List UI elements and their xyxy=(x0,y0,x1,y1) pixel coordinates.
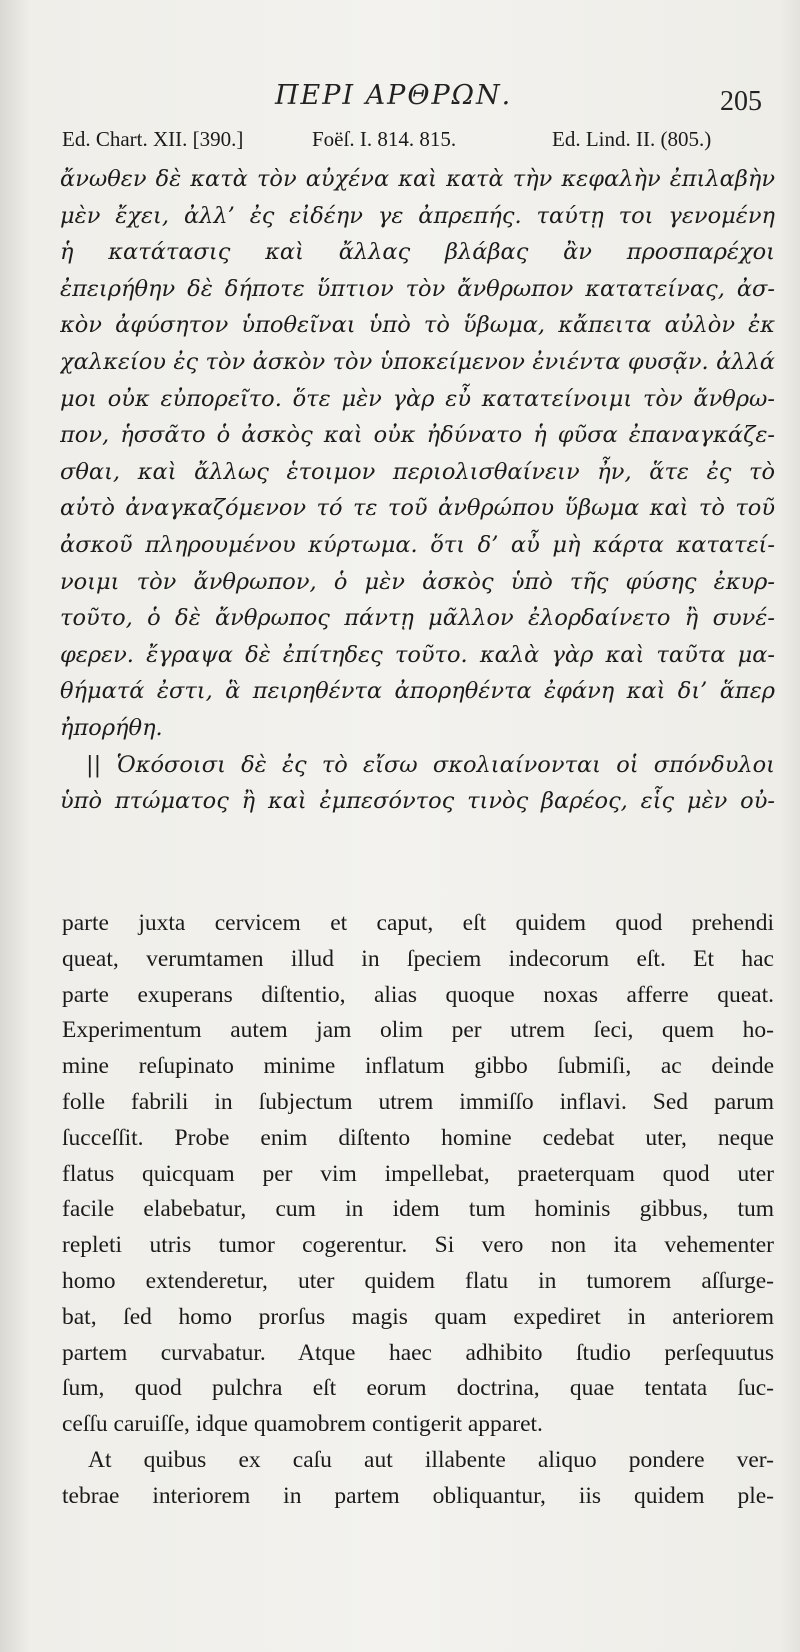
greek-line: χαλκείου ἐς τὸν ἀσκὸν τὸν ὑποκείμενον ἐνιέντα φυσᾷν. ἀλλά xyxy=(60,348,775,375)
latin-line: folle fabrili in ſubjectum utrem immiſſo inflavi. Sed parum xyxy=(62,1088,774,1115)
foes-reference: Foëſ. I. 814. 815. xyxy=(312,127,457,151)
latin-line: queat, verumtamen illud in ſpeciem indecorum eſt. Et hac xyxy=(62,945,774,972)
greek-line: θήματά ἐστι, ἃ πειρηθέντα ἀπορηθέντα ἐφάνη καὶ δι’ ἅπερ xyxy=(60,678,775,705)
latin-line: mine reſupinato minime inflatum gibbo ſubmiſi, ac deinde xyxy=(62,1053,774,1080)
greek-line-section-start: || Ὁκόσοισι δὲ ἐς τὸ εἴσω σκολιαίνονται οἱ σπόνδυλοι xyxy=(86,751,775,778)
greek-line: ἠπορήθη. xyxy=(60,714,163,741)
latin-line: parte juxta cervicem et caput, eſt quidem quod prehendi xyxy=(62,910,774,936)
greek-line: ὑπὸ πτώματος ἢ καὶ ἐμπεσόντος τινὸς βαρέος, εἷς μὲν οὐ- xyxy=(60,788,775,815)
latin-line: ceſſu caruiſſe, idque quamobrem contigerit apparet. xyxy=(62,1411,543,1438)
greek-line: αὐτὸ ἀναγκαζόμενον τό τε τοῦ ἀνθρώπου ὕβωμα καὶ τὸ τοῦ xyxy=(60,495,775,522)
latin-line: ſum, quod pulchra eſt eorum doctrina, quae tentata ſuc- xyxy=(62,1375,774,1402)
latin-line: repleti utris tumor cogerentur. Si vero non ita vehementer xyxy=(62,1232,774,1259)
edition-references xyxy=(62,127,772,161)
latin-line: partem curvabatur. Atque haec adhibito ſtudio perſequutus xyxy=(62,1339,774,1366)
greek-line: πον, ἡσσᾶτο ὁ ἀσκὸς καὶ οὐκ ἠδύνατο ἡ φῦσα ἐπαναγκάζε- xyxy=(60,422,775,449)
greek-line: νοιμι τὸν ἄνθρωπον, ὁ μὲν ἀσκὸς ὑπὸ τῆς φύσης ἐκυρ- xyxy=(60,568,775,595)
running-head: ΠΕΡΙ ΑΡΘΡΩΝ. xyxy=(275,80,513,111)
latin-line: homo extenderetur, uter quidem flatu in tumorem aſſurge- xyxy=(62,1267,774,1294)
latin-line: Experimentum autem jam olim per utrem ſeci, quem ho- xyxy=(62,1017,774,1044)
greek-line: ἐπειρήθην δὲ δήποτε ὕπτιον τὸν ἄνθρωπον κατατείνας, ἀσ- xyxy=(60,275,775,302)
greek-text-block xyxy=(60,161,775,820)
latin-text-block xyxy=(62,906,774,1515)
greek-line: μοι οὐκ εὐπορεῖτο. ὅτε μὲν γὰρ εὖ κατατείνοιμι τὸν ἄνθρω- xyxy=(60,385,775,412)
linden-reference: Ed. Lind. II. (805.) xyxy=(552,127,712,151)
latin-line-section-start: At quibus ex caſu aut illabente aliquo pondere ver- xyxy=(88,1446,774,1473)
greek-line: ἄνωθεν δὲ κατὰ τὸν αὐχένα καὶ κατὰ τὴν κεφαλὴν ἐπιλαβὴν xyxy=(60,166,775,192)
greek-line: σθαι, καὶ ἄλλως ἑτοιμον περιολισθαίνειν ἦν, ἅτε ἐς τὸ xyxy=(60,458,775,485)
greek-line: ἀσκοῦ πληρουμένου κύρτωμα. ὅτι δ’ αὖ μὴ κάρτα κατατεί- xyxy=(60,531,775,558)
latin-line: facile elabebatur, cum in idem tum hominis gibbus, tum xyxy=(62,1196,774,1223)
greek-line: ἡ κατάτασις καὶ ἄλλας βλάβας ἂν προσπαρέχοι xyxy=(60,239,775,266)
latin-line: bat, ſed homo prorſus magis quam expediret in anteriorem xyxy=(62,1303,774,1330)
latin-line: flatus quicquam per vim impellebat, praeterquam quod uter xyxy=(62,1160,774,1187)
greek-line: φερεν. ἔγραψα δὲ ἐπίτηδες τοῦτο. καλὰ γὰρ καὶ ταῦτα μα- xyxy=(60,641,775,668)
greek-line: μὲν ἔχει, ἀλλ’ ἐς εἰδέην γε ἀπρεπής. ταύτῃ τοι γενομένη xyxy=(60,202,775,229)
page-number: 205 xyxy=(720,86,762,117)
latin-line: ſucceſſit. Probe enim diſtento homine cedebat uter, neque xyxy=(62,1124,774,1151)
latin-line: parte exuperans diſtentio, alias quoque noxas afferre queat. xyxy=(62,981,774,1008)
chartier-reference: Ed. Chart. XII. [390.] xyxy=(62,127,244,151)
latin-line: tebrae interiorem in partem obliquantur, iis quidem ple- xyxy=(62,1482,774,1509)
greek-line: τοῦτο, ὁ δὲ ἄνθρωπος πάντῃ μᾶλλον ἐλορδαίνετο ἢ συνέ- xyxy=(60,605,775,632)
page-header xyxy=(0,80,800,120)
greek-line: κὸν ἀφύσητον ὑποθεῖναι ὑπὸ τὸ ὕβωμα, κἄπειτα αὐλὸν ἐκ xyxy=(60,312,775,339)
